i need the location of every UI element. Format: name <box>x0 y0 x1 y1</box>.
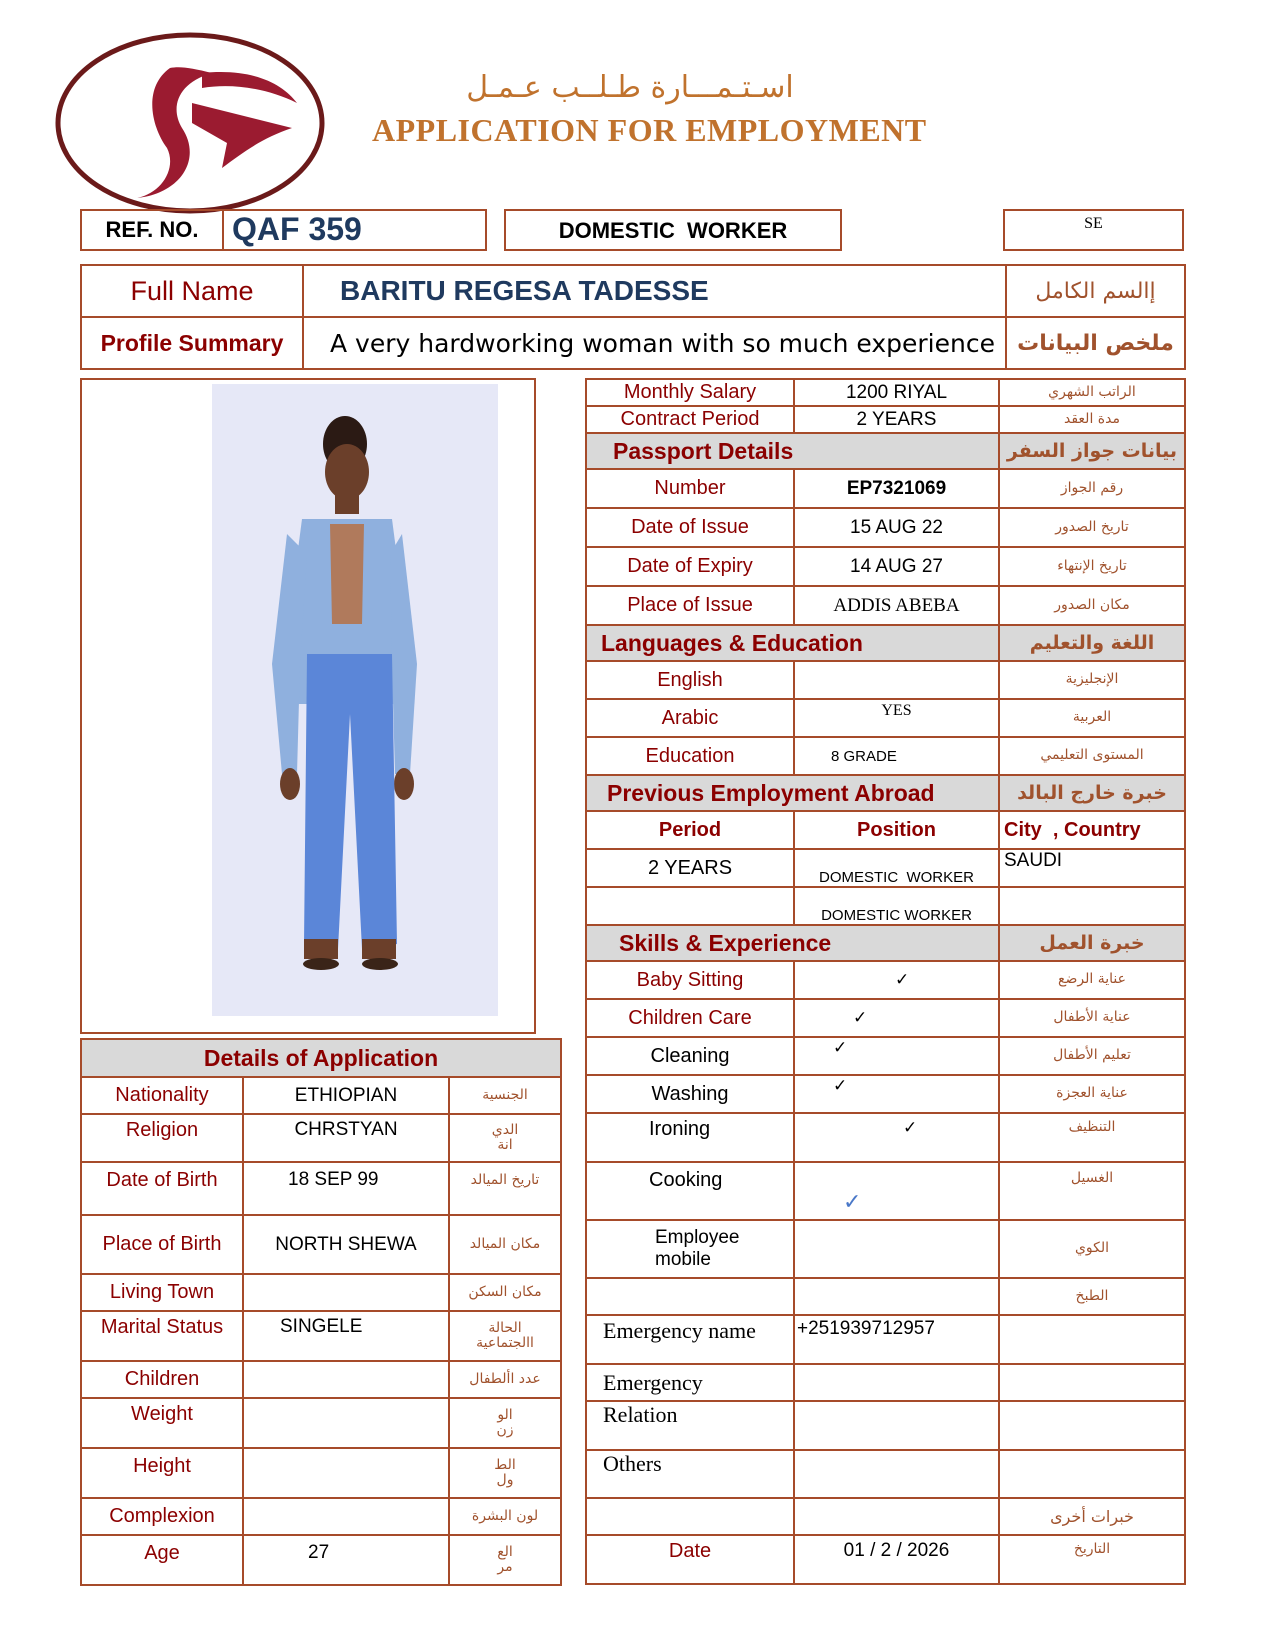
employment-header-position: Position <box>794 811 999 849</box>
contract-period-value: 2 YEARS <box>794 406 999 433</box>
place-of-birth-value: NORTH SHEWA <box>243 1215 449 1274</box>
height-label: Height <box>81 1448 243 1498</box>
employment-row-period: 2 YEARS <box>586 849 794 887</box>
employment-row-country: SAUDI <box>999 849 1185 887</box>
date-of-issue-arabic: تاريخ الصدور <box>999 508 1185 547</box>
employee-mobile-label: Employee mobile <box>586 1220 794 1278</box>
date-label: Date <box>586 1535 794 1584</box>
place-of-issue-value: ADDIS ABEBA <box>794 586 999 625</box>
position-title: DOMESTIC WORKER <box>558 218 788 243</box>
corner-code: SE <box>1084 215 1103 232</box>
height-arabic: الط ول <box>449 1448 561 1498</box>
place-of-issue-label: Place of Issue <box>586 586 794 625</box>
education-arabic: المستوى التعليمي <box>999 737 1185 775</box>
skill-cooking-arabic: الغسيل <box>999 1162 1185 1220</box>
english-arabic: الإنجليزية <box>999 661 1185 699</box>
skill-cleaning-label: Cleaning <box>586 1037 794 1075</box>
skill-cooking-label: Cooking <box>586 1162 794 1220</box>
other-experience-arabic: خبرات أخرى <box>999 1498 1185 1535</box>
skill-ironing-arabic: التنظيف <box>999 1113 1185 1162</box>
employment-row-country <box>999 887 1185 925</box>
candidate-photo <box>212 384 498 1016</box>
employee-mobile-arabic: الكوي <box>999 1220 1185 1278</box>
english-value <box>794 661 999 699</box>
place-of-birth-label: Place of Birth <box>81 1215 243 1274</box>
living-town-label: Living Town <box>81 1274 243 1311</box>
relation-label: Relation <box>586 1401 794 1450</box>
emergency-name-value: +251939712957 <box>794 1315 999 1364</box>
weight-arabic: الو زن <box>449 1398 561 1448</box>
blank-skill-value <box>794 1278 999 1315</box>
children-arabic: عدد األطفال <box>449 1361 561 1398</box>
employment-header-country: City , Country <box>999 811 1185 849</box>
skill-children-care-label: Children Care <box>586 999 794 1037</box>
date-of-expiry-arabic: تاريخ الإنتهاء <box>999 547 1185 586</box>
blank-skill-arabic: الطبخ <box>999 1278 1185 1315</box>
weight-label: Weight <box>81 1398 243 1448</box>
employment-row-position: DOMESTIC WORKER <box>794 887 999 925</box>
relation-value <box>794 1401 999 1450</box>
employment-section-arabic: خبرة خارج البالد <box>999 775 1185 811</box>
ref-label: REF. NO. <box>82 211 224 249</box>
nationality-value: ETHIOPIAN <box>243 1077 449 1114</box>
skill-baby-sitting-label: Baby Sitting <box>586 961 794 999</box>
skill-ironing-check: ✓ <box>794 1113 999 1162</box>
skill-washing-check: ✓ <box>794 1075 999 1113</box>
company-logo <box>52 28 328 218</box>
arabic-label: Arabic <box>586 699 794 737</box>
name-table <box>80 264 1186 370</box>
monthly-salary-arabic: الراتب الشهري <box>999 379 1185 406</box>
skill-washing-label: Washing <box>586 1075 794 1113</box>
languages-section-arabic: اللغة والتعليم <box>999 625 1185 661</box>
other-experience-value <box>794 1498 999 1535</box>
arabic-arabic: العربية <box>999 699 1185 737</box>
blank-skill-label <box>586 1278 794 1315</box>
others-arabic <box>999 1450 1185 1498</box>
skill-children-care-check: ✓ <box>794 999 999 1037</box>
languages-section-title: Languages & Education <box>586 625 999 661</box>
relation-arabic <box>999 1401 1185 1450</box>
corner-box <box>1003 209 1184 251</box>
passport-section-arabic: بيانات جواز السفر <box>999 433 1185 469</box>
details-table <box>80 1038 562 1586</box>
skill-washing-arabic: عناية العجزة <box>999 1075 1185 1113</box>
emergency-value <box>794 1364 999 1401</box>
skill-baby-sitting-arabic: عناية الرضع <box>999 961 1185 999</box>
ref-value: QAF 359 <box>232 211 362 247</box>
nationality-arabic: الجنسية <box>449 1077 561 1114</box>
skill-baby-sitting-check: ✓ <box>794 961 999 999</box>
arabic-value: YES <box>794 699 999 737</box>
date-of-issue-label: Date of Issue <box>586 508 794 547</box>
emergency-label: Emergency <box>586 1364 794 1401</box>
education-value: 8 GRADE <box>794 737 999 775</box>
passport-number-label: Number <box>586 469 794 508</box>
place-of-issue-arabic: مكان الصدور <box>999 586 1185 625</box>
emergency-name-label: Emergency name <box>586 1315 794 1364</box>
contract-period-label: Contract Period <box>586 406 794 433</box>
photo-frame <box>80 378 536 1034</box>
date-of-issue-value: 15 AUG 22 <box>794 508 999 547</box>
right-table <box>585 378 1186 1585</box>
skill-ironing-label: Ironing <box>586 1113 794 1162</box>
profile-summary-arabic: ملخص البيانات <box>1006 317 1185 369</box>
employment-section-title: Previous Employment Abroad <box>586 775 999 811</box>
position-box <box>504 209 842 251</box>
employment-header-period: Period <box>586 811 794 849</box>
skill-cooking-check: ✓ <box>794 1162 999 1220</box>
height-value <box>243 1448 449 1498</box>
others-value <box>794 1450 999 1498</box>
passport-number-value: EP7321069 <box>794 469 999 508</box>
arabic-title: اسـتـمـــارة طـلــب عـمـل <box>466 70 794 105</box>
living-town-value <box>243 1274 449 1311</box>
full-name-label: Full Name <box>81 265 303 317</box>
profile-summary-label: Profile Summary <box>81 317 303 369</box>
skills-section-arabic: خبرة العمل <box>999 925 1185 961</box>
date-of-birth-arabic: تاريخ الميالد <box>449 1162 561 1215</box>
contract-period-arabic: مدة العقد <box>999 406 1185 433</box>
religion-label: Religion <box>81 1114 243 1162</box>
children-value <box>243 1361 449 1398</box>
skill-children-care-arabic: عناية الأطفال <box>999 999 1185 1037</box>
weight-value <box>243 1398 449 1448</box>
date-of-birth-value: 18 SEP 99 <box>243 1162 449 1215</box>
complexion-value <box>243 1498 449 1535</box>
religion-arabic: الدي انة <box>449 1114 561 1162</box>
emergency-name-arabic <box>999 1315 1185 1364</box>
place-of-birth-arabic: مكان الميالد <box>449 1215 561 1274</box>
monthly-salary-label: Monthly Salary <box>586 379 794 406</box>
marital-status-arabic: الحالة االجتماعية <box>449 1311 561 1361</box>
date-of-expiry-value: 14 AUG 27 <box>794 547 999 586</box>
ref-box <box>80 209 487 251</box>
date-value: 01 / 2 / 2026 <box>794 1535 999 1584</box>
page-title: APPLICATION FOR EMPLOYMENT <box>372 112 927 148</box>
passport-number-arabic: رقم الجواز <box>999 469 1185 508</box>
marital-status-value: SINGELE <box>243 1311 449 1361</box>
english-label: English <box>586 661 794 699</box>
other-experience-label <box>586 1498 794 1535</box>
employee-mobile-value <box>794 1220 999 1278</box>
date-arabic: التاريخ <box>999 1535 1185 1584</box>
living-town-arabic: مكان السكن <box>449 1274 561 1311</box>
marital-status-label: Marital Status <box>81 1311 243 1361</box>
complexion-arabic: لون البشرة <box>449 1498 561 1535</box>
skills-section-title: Skills & Experience <box>586 925 999 961</box>
children-label: Children <box>81 1361 243 1398</box>
skill-cleaning-arabic: تعليم الأطفال <box>999 1037 1185 1075</box>
full-name-value: BARITU REGESA TADESSE <box>303 265 1006 317</box>
monthly-salary-value: 1200 RIYAL <box>794 379 999 406</box>
passport-section-title: Passport Details <box>586 433 999 469</box>
skill-cleaning-check: ✓ <box>794 1037 999 1075</box>
age-value: 27 <box>243 1535 449 1585</box>
full-name-arabic: إالسم الكامل <box>1006 265 1185 317</box>
profile-summary-value: A very hardworking woman with so much experience <box>303 317 1006 369</box>
emergency-arabic <box>999 1364 1185 1401</box>
age-arabic: الع مر <box>449 1535 561 1585</box>
education-label: Education <box>586 737 794 775</box>
others-label: Others <box>586 1450 794 1498</box>
complexion-label: Complexion <box>81 1498 243 1535</box>
employment-row-period <box>586 887 794 925</box>
religion-value: CHRSTYAN <box>243 1114 449 1162</box>
employment-row-position: DOMESTIC WORKER <box>794 849 999 887</box>
nationality-label: Nationality <box>81 1077 243 1114</box>
age-label: Age <box>81 1535 243 1585</box>
date-of-expiry-label: Date of Expiry <box>586 547 794 586</box>
date-of-birth-label: Date of Birth <box>81 1162 243 1215</box>
details-section-title: Details of Application <box>81 1039 561 1077</box>
